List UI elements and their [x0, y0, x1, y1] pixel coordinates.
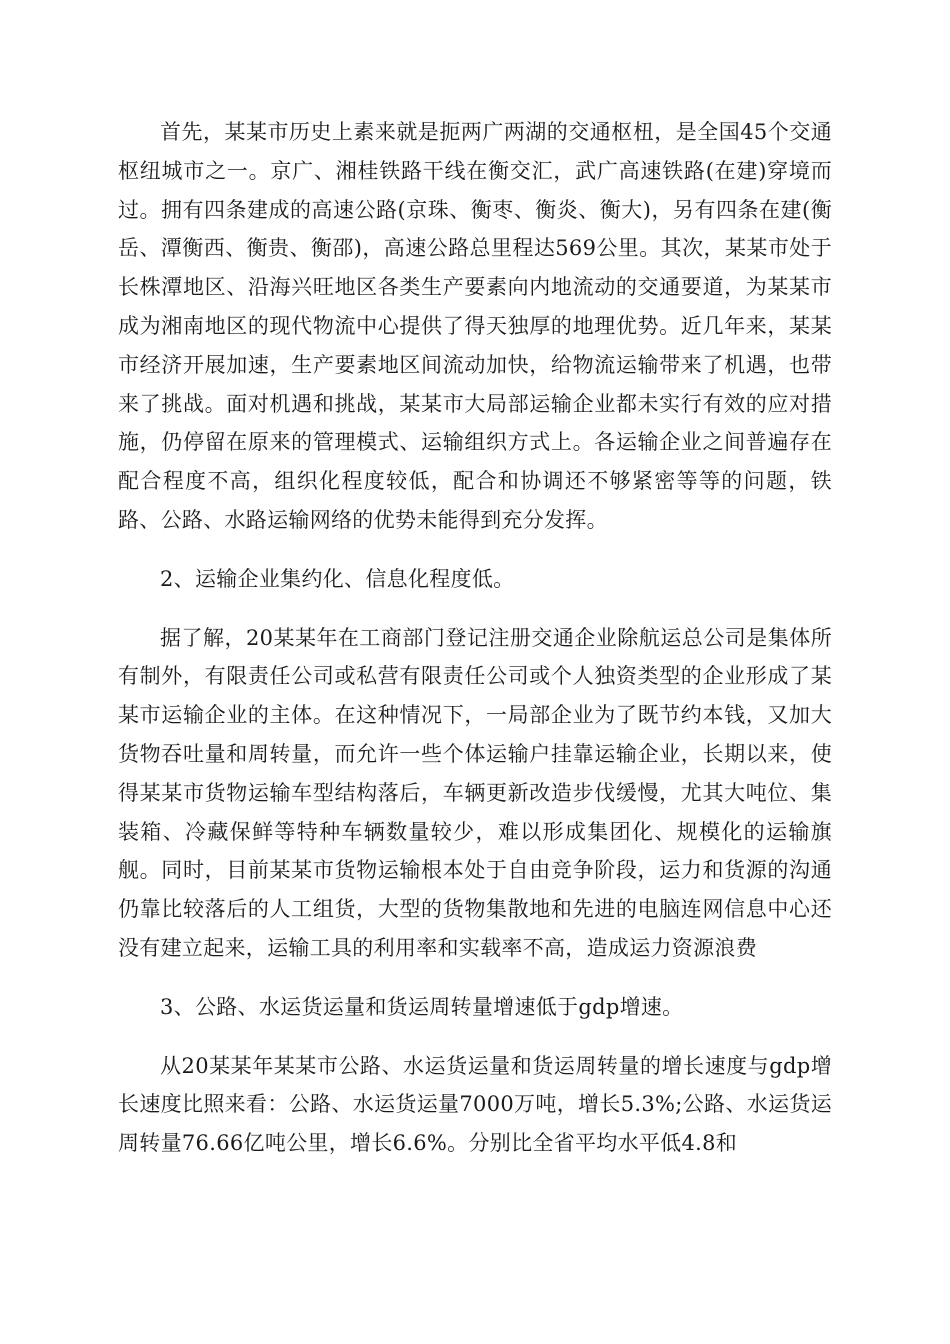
paragraph-growth-comparison: 从20某某年某某市公路、水运货运量和货运周转量的增长速度与gdp增长速度比照来看：公路、水运货运量7000万吨，增长5.3%;公路、水运货运周转量76.66亿吨公里，增长6.6%。分别比全省平均水平低4.8和: [118, 1053, 832, 1156]
section-heading-3: 3、公路、水运货运量和货运周转量增速低于gdp增速。: [160, 994, 684, 1019]
document-body: [118, 113, 832, 1183]
section-heading-2: 2、运输企业集约化、信息化程度低。: [160, 566, 515, 591]
paragraph-transport-hub: 首先，某某市历史上素来就是扼两广两湖的交通枢杻，是全国45个交通枢纽城市之一。京广、湘桂铁路干线在衡交汇，武广高速铁路(在建)穿境而过。拥有四条建成的高速公路(京珠、衡枣、衡炎、衡大)，另有四条在建(衡岳、潭衡西、衡贵、衡邵)，高速公路总里程达569公里。其次，某某市处于长株潭地区、沿海兴旺地区各类生产要素向内地流动的交通要道，为某某市成为湘南地区的现代物流中心提供了得天独厚的地理优势。近几年来，某某市经济开展加速，生产要素地区间流动加快，给物流运输带来了机遇，也带来了挑战。面对机遇和挑战，某某市大局部运输企业都未实行有效的应对措施，仍停留在原来的管理模式、运输组织方式上。各运输企业之间普遍存在配合程度不高，组织化程度较低，配合和协调还不够紧密等等的问题，铁路、公路、水路运输网络的优势未能得到充分发挥。: [118, 120, 832, 532]
paragraph-enterprise-status: 据了解，20某某年在工商部门登记注册交通企业除航运总公司是集体所有制外，有限责任公司或私营有限责任公司或个人独资类型的企业形成了某某市运输企业的主体。在这种情况下，一局部企业为了既节约本钱，又加大货物吞吐量和周转量，而允许一些个体运输户挂靠运输企业，长期以来，使得某某市货物运输车型结构落后，车辆更新改造步伐缓慢，尤其大吨位、集装箱、冷藏保鲜等特种车辆数量较少，难以形成集团化、规模化的运输旗舰。同时，目前某某市货物运输根本处于自由竞争阶段，运力和货源的沟通仍靠比较落后的人工组货，大型的货物集散地和先进的电脑连网信息中心还没有建立起来，运输工具的利用率和实载率不高，造成运力资源浪费: [118, 625, 832, 960]
